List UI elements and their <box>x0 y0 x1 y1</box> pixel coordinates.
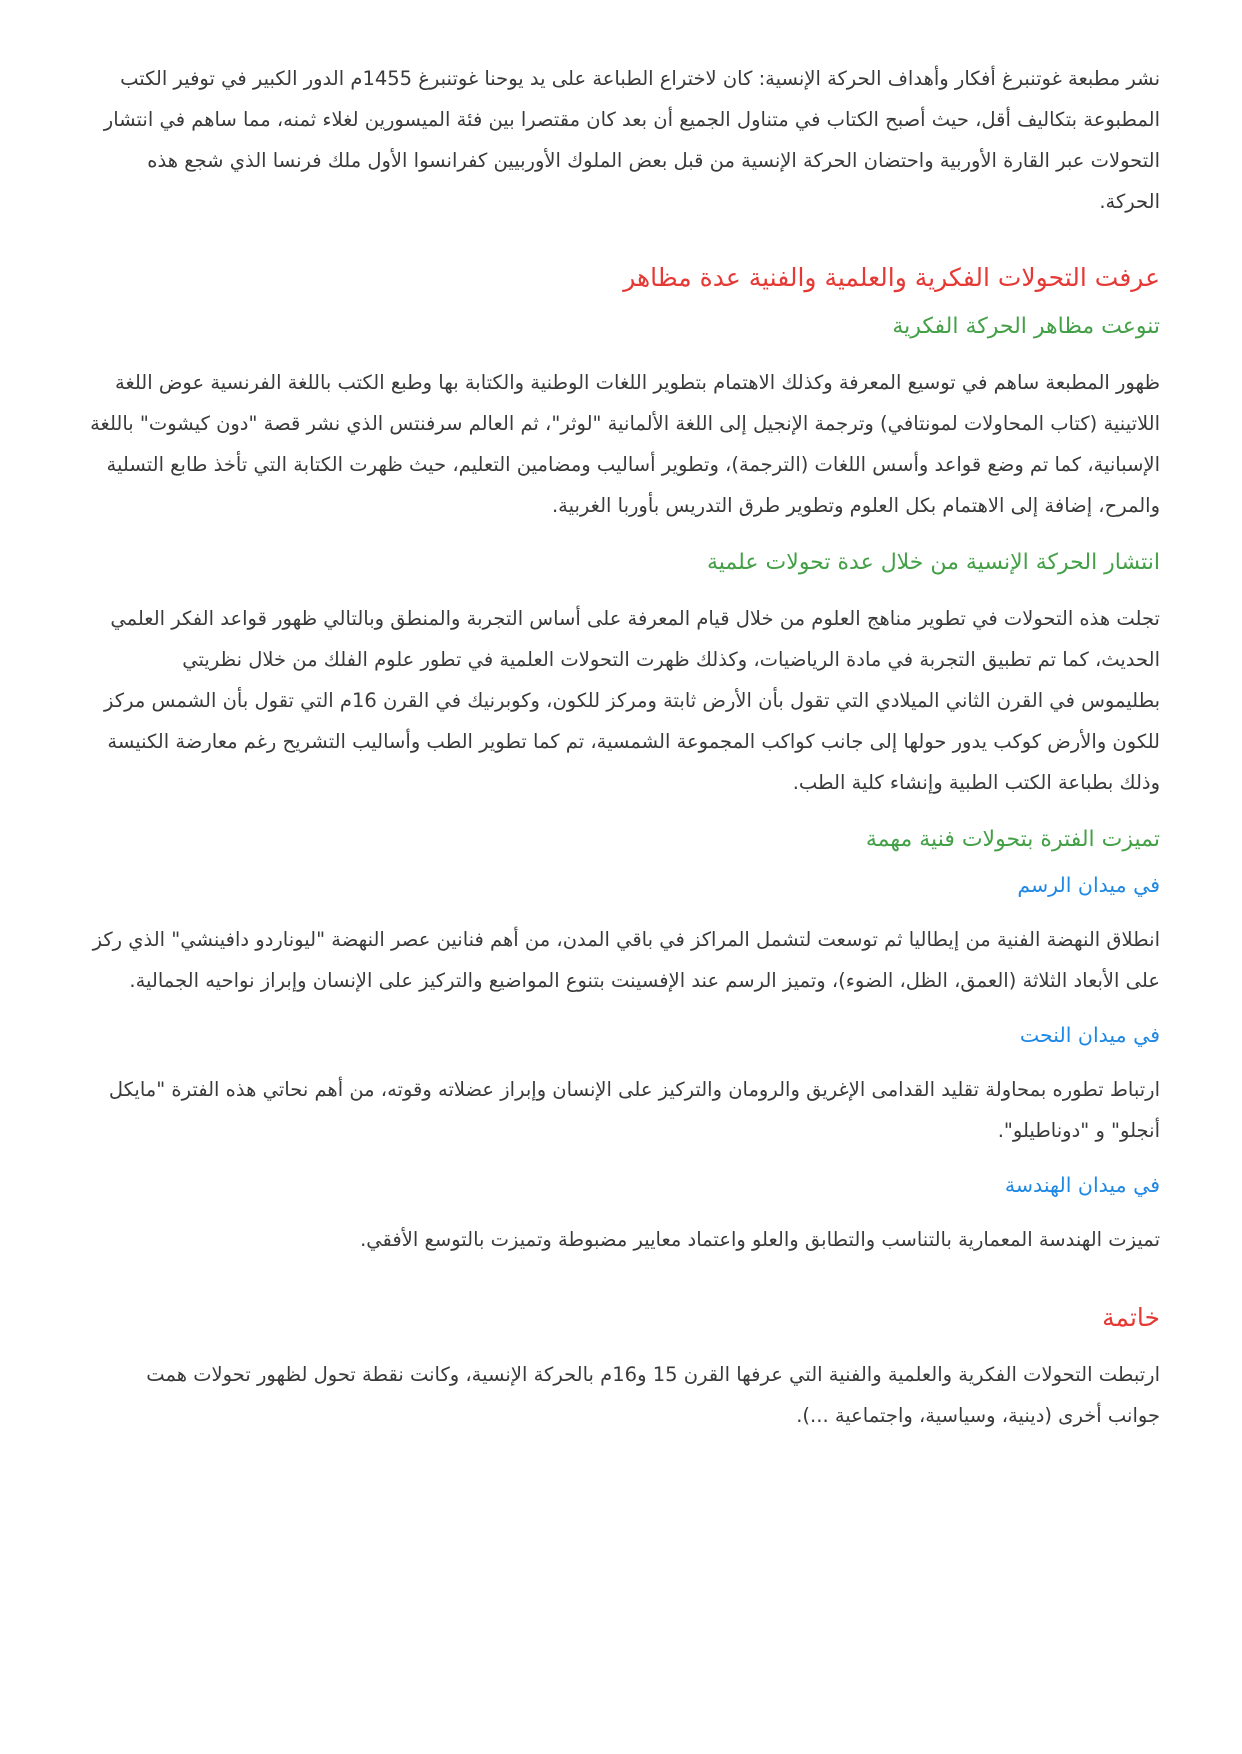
intro-paragraph: نشر مطبعة غوتنبرغ أفكار وأهداف الحركة الإنسية: كان لاختراع الطباعة على يد يوحنا غوتنبرغ 1455م الدور الكبير في توفير الكتب المطبوعة بتكاليف أقل، حيث أصبح الكتاب في متناول الجميع أن بعد كان مقتصرا بين فئة الميسورين لغلاء ثمنه، مما ساهم في انتشار التحولات عبر القارة الأوربية واحتضان الحركة الإنسية من قبل بعض الملوك الأوربيين كفرانسوا الأول ملك فرنسا الذي شجع هذه الحركة. <box>103 67 1160 213</box>
sculpture-heading: في ميدان النحت <box>1019 1023 1160 1047</box>
intellectual-paragraph: ظهور المطبعة ساهم في توسيع المعرفة وكذلك الاهتمام بتطوير اللغات الوطنية والكتابة بها وطبع الكتب باللغة الفرنسية عوض اللغة اللاتينية (كتاب المحاولات لمونتافي) وترجمة الإنجيل إلى اللغة الألمانية "لوثر"، ثم العالم سرفنتس الذي نشر قصة "دون كيشوت" باللغة الإسبانية، كما تم وضع قواعد وأسس اللغات (الترجمة)، وتطوير أساليب ومضامين التعليم، حيث ظهرت الكتابة التي تأخذ طابع التسلية والمرح، إضافة إلى الاهتمام بكل العلوم وتطوير طرق التدريس بأوربا الغربية. <box>90 371 1160 517</box>
scientific-paragraph-2: بطليموس في القرن الثاني الميلادي التي تقول بأن الأرض ثابتة ومركز للكون، وكوبرنيك في القرن 16م التي تقول بأن الشمس مركز للكون والأرض كوكب يدور حولها إلى جانب كواكب المجموعة الشمسية، تم كما تطوير الطب وأساليب التشريح رغم معارضة الكنيسة وذلك بطباعة الكتب الطبية وإنشاء كلية الطب. <box>104 689 1160 794</box>
scientific-paragraph-1: تجلت هذه التحولات في تطوير مناهج العلوم من خلال قيام المعرفة على أساس التجربة والمنطق وبالتالي ظهور قواعد الفكر العلمي الحديث، كما تم تطبيق التجربة في مادة الرياضيات، وكذلك ظهرت التحولات العلمية في تطور علوم الفلك من خلال نظريتي <box>110 607 1160 671</box>
intellectual-heading: تنوعت مظاهر الحركة الفكرية <box>892 314 1160 339</box>
conclusion-paragraph: ارتبطت التحولات الفكرية والعلمية والفنية التي عرفها القرن 15 و16م بالحركة الإنسية، وكانت نقطة تحول لظهور تحولات همت جوانب أخرى (دينية، وسياسية، واجتماعية ...). <box>146 1363 1160 1427</box>
sculpture-paragraph: ارتباط تطوره بمحاولة تقليد القدامى الإغريق والرومان والتركيز على الإنسان وإبراز عضلاته وقوته، من أهم نحاتي هذه الفترة "مايكل أنجلو" و "دوناطيلو". <box>108 1078 1160 1142</box>
painting-paragraph: انطلاق النهضة الفنية من إيطاليا ثم توسعت لتشمل المراكز في باقي المدن، من أهم فنانين عصر النهضة "ليوناردو دافينشي" الذي ركز على الأبعاد الثلاثة (العمق، الظل، الضوء)، وتميز الرسم عند الإفسينت بتنوع المواضيع والتركيز على الإنسان وإبراز نواحيه الجمالية. <box>92 928 1160 992</box>
aspects-heading: عرفت التحولات الفكرية والعلمية والفنية عدة مظاهر <box>623 263 1160 292</box>
architecture-paragraph: تميزت الهندسة المعمارية بالتناسب والتطابق والعلو واعتماد معايير مضبوطة وتميزت بالتوسع الأفقي. <box>360 1228 1160 1251</box>
scientific-heading: انتشار الحركة الإنسية من خلال عدة تحولات علمية <box>707 550 1160 575</box>
document-page <box>88 58 1160 1436</box>
architecture-heading: في ميدان الهندسة <box>1004 1173 1160 1197</box>
painting-heading: في ميدان الرسم <box>1017 873 1160 897</box>
artistic-heading: تميزت الفترة بتحولات فنية مهمة <box>865 827 1160 852</box>
conclusion-heading: خاتمة <box>1102 1303 1160 1332</box>
